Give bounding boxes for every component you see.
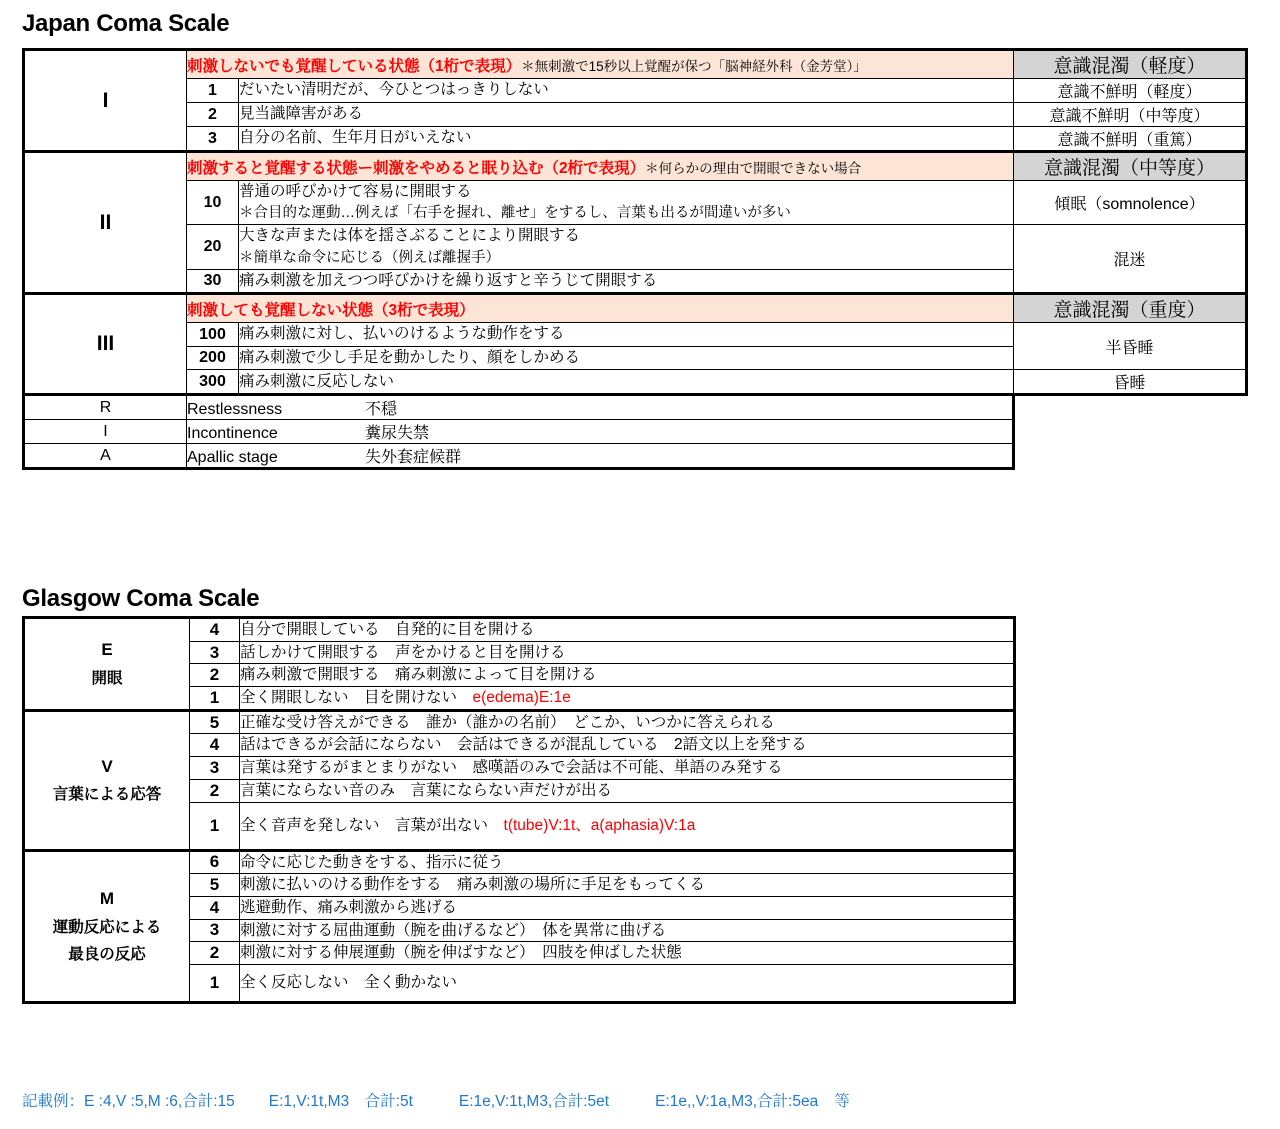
- jcs-score-1-1: 1: [187, 79, 239, 103]
- gcs-desc-v-5: [240, 710, 1015, 734]
- table-row: [24, 850, 1015, 874]
- gcs-score-v-5: 5: [190, 710, 240, 734]
- gcs-group-letter-e: E: [101, 640, 113, 660]
- jcs-extra-letter-r: R: [24, 395, 187, 420]
- jcs-extra-letter-a: A: [24, 444, 187, 469]
- jcs-desc-2-2-line2: ＊簡単な命令に応じる（例えば離握手）: [239, 249, 500, 266]
- jcs-desc-2-2: [239, 225, 1014, 269]
- table-row: [24, 181, 1247, 225]
- gcs-desc-v-4: [240, 734, 1015, 757]
- jcs-desc-1-2: 見当識障害がある: [239, 103, 1014, 127]
- jcs-score-2-3: 30: [187, 269, 239, 293]
- table-row: [24, 710, 1015, 734]
- jcs-extra-blank-a: [1014, 444, 1247, 469]
- gcs-desc-text-m-3: 刺激に対する屈曲運動（腕を曲げるなど） 体を異常に曲げる: [240, 921, 667, 939]
- jcs-band-title-3: [187, 294, 1014, 323]
- jcs-right-header-1: 意識混濁（軽度）: [1014, 50, 1247, 79]
- gcs-desc-text-m-2: 刺激に対する伸展運動（腕を伸ばすなど） 四肢を伸ばした状態: [240, 944, 682, 962]
- jcs-extra-letter-i: I: [24, 420, 187, 444]
- jcs-score-1-3: 3: [187, 127, 239, 152]
- jcs-extra-blank-r: [1014, 395, 1247, 420]
- gcs-group-label-v: [24, 710, 190, 850]
- table-row: [24, 323, 1247, 346]
- gcs-group-label-m: [24, 850, 190, 1002]
- gcs-desc-text-e-1: 全く開眼しない 目を開けない: [240, 689, 473, 707]
- gcs-group-letter-m: M: [99, 889, 115, 909]
- jcs-extra-blank-i: [1014, 420, 1247, 444]
- gcs-desc-text-v-5: 正確な受け答えができる 誰か（誰かの名前） どこか、いつかに答えられる: [240, 713, 775, 731]
- gcs-score-m-6: 6: [190, 850, 240, 874]
- jcs-right-1-1: 意識不鮮明（軽度）: [1014, 79, 1247, 103]
- gcs-desc-e-4: [240, 618, 1015, 642]
- jcs-extra-row-a: [187, 444, 1014, 469]
- japan-coma-scale-table: [22, 48, 1248, 470]
- footer-example-3: E:1e,V:1t,M3,合計:5et: [458, 1093, 610, 1110]
- gcs-desc-text-v-2: 言葉にならない音のみ 言葉にならない声だけが出る: [240, 781, 613, 799]
- gcs-group-letter-v: V: [101, 756, 113, 776]
- table-row: [24, 444, 1247, 469]
- notation-examples-footer: [22, 1089, 850, 1111]
- jcs-desc-1-1: だいたい清明だが、今ひとつはっきりしない: [239, 79, 1014, 103]
- jcs-desc-3-1: 痛み刺激に対し、払いのけるような動作をする: [239, 323, 1014, 346]
- glasgow-coma-scale-table: [22, 616, 1016, 1004]
- jcs-band-title-1: [187, 50, 1014, 79]
- jcs-extra-english-a: Apallic stage: [187, 449, 278, 467]
- table-row: [24, 225, 1247, 269]
- gcs-desc-m-1: [240, 964, 1015, 1002]
- jcs-desc-2-3: 痛み刺激を加えつつ呼びかけを繰り返すと辛うじて開眼する: [239, 269, 1014, 293]
- gcs-score-m-2: 2: [190, 942, 240, 965]
- gcs-group-label-jp-v: 言葉による応答: [52, 786, 162, 804]
- jcs-band-title-text-3: 刺激しても覚醒しない状態（3桁で表現）: [187, 301, 475, 319]
- gcs-score-v-3: 3: [190, 757, 240, 780]
- jcs-right-2-1: 傾眠（somnolence）: [1014, 181, 1247, 225]
- gcs-desc-text-v-4: 話はできるが会話にならない 会話はできるが混乱している 2語文以上を発する: [240, 736, 807, 754]
- gcs-desc-text-m-5: 刺激に払いのける動作をする 痛み刺激の場所に手足をもってくる: [240, 876, 706, 894]
- gcs-score-m-3: 3: [190, 919, 240, 942]
- jcs-right-2-2: 混迷: [1014, 225, 1247, 294]
- gcs-desc-e-2: [240, 664, 1015, 687]
- jcs-desc-1-3: 自分の名前、生年月日がいえない: [239, 127, 1014, 152]
- jcs-score-3-2: 200: [187, 346, 239, 369]
- gcs-score-e-3: 3: [190, 641, 240, 664]
- jcs-desc-2-2-line1: 大きな声または体を揺さぶることにより開眼する: [239, 227, 581, 245]
- gcs-score-m-4: 4: [190, 896, 240, 919]
- jcs-extra-english-i: Incontinence: [187, 425, 278, 443]
- jcs-band-title-2: [187, 152, 1014, 181]
- gcs-group-label-jp-m: 運動反応による: [52, 918, 162, 936]
- table-row: [24, 79, 1247, 103]
- table-row: [24, 152, 1247, 181]
- gcs-desc-v-2: [240, 779, 1015, 802]
- gcs-desc-e-1: [240, 687, 1015, 711]
- gcs-desc-text-v-1: 全く音声を発しない 言葉が出ない: [240, 816, 504, 834]
- gcs-desc-text-m-6: 命令に応じた動きをする、指示に従う: [240, 853, 504, 871]
- jcs-extra-japanese-a: 失外套症候群: [365, 449, 462, 467]
- gcs-desc-m-6: [240, 850, 1015, 874]
- table-row: [24, 103, 1247, 127]
- gcs-desc-m-5: [240, 874, 1015, 897]
- jcs-group-roman-2: II: [24, 152, 187, 294]
- gcs-score-e-1: 1: [190, 687, 240, 711]
- jcs-score-3-3: 300: [187, 370, 239, 395]
- jcs-extra-japanese-r: 不穏: [365, 401, 398, 419]
- table-row: [24, 370, 1247, 395]
- gcs-desc-text-m-1: 全く反応しない 全く動かない: [240, 974, 458, 992]
- gcs-score-v-4: 4: [190, 734, 240, 757]
- jcs-band-title-text-2: 刺激すると覚醒する状態ー刺激をやめると眠り込む（2桁で表現）: [187, 159, 646, 177]
- jcs-right-header-2: 意識混濁（中等度）: [1014, 152, 1247, 181]
- gcs-score-v-2: 2: [190, 779, 240, 802]
- jcs-band-title-text-1: 刺激しないでも覚醒している状態（1桁で表現）: [187, 57, 522, 75]
- jcs-extra-row-r: [187, 395, 1014, 420]
- gcs-desc-text-e-4: 自分で開眼している 自発的に目を開ける: [240, 621, 535, 638]
- gcs-group-label-e: [24, 618, 190, 711]
- jcs-extra-japanese-i: 糞尿失禁: [365, 425, 430, 443]
- gcs-score-m-5: 5: [190, 874, 240, 897]
- jcs-desc-2-1-line1: 普通の呼びかけて容易に開眼する: [239, 183, 472, 200]
- jcs-right-1-2: 意識不鮮明（中等度）: [1014, 103, 1247, 127]
- gcs-score-v-1: 1: [190, 802, 240, 850]
- jcs-section-title: Japan Coma Scale: [22, 10, 230, 37]
- jcs-right-3-3: 昏睡: [1014, 370, 1247, 395]
- jcs-desc-2-1-line2: ＊合目的な運動…例えば「右手を握れ、離せ」をするし、言葉も出るが間違いが多い: [239, 205, 791, 222]
- gcs-score-e-4: 4: [190, 618, 240, 642]
- jcs-score-2-1: 10: [187, 181, 239, 225]
- table-row: [24, 127, 1247, 152]
- footer-suffix: 等: [834, 1093, 850, 1110]
- jcs-extra-row-i: [187, 420, 1014, 444]
- gcs-section-title: Glasgow Coma Scale: [22, 585, 260, 612]
- table-row: [24, 294, 1247, 323]
- jcs-extra-english-r: Restlessness: [187, 401, 283, 419]
- gcs-group-label-jp-e: 開眼: [91, 670, 123, 688]
- gcs-desc-m-3: [240, 919, 1015, 942]
- footer-label: 記載例：E :4,V :5,M :6,合計:15: [22, 1093, 235, 1110]
- jcs-desc-2-1: [239, 181, 1014, 225]
- jcs-right-1-3: 意識不鮮明（重篤）: [1014, 127, 1247, 152]
- jcs-group-roman-3: III: [24, 294, 187, 395]
- gcs-desc-m-2: [240, 942, 1015, 965]
- gcs-desc-text-e-3: 話しかけて開眼する 声をかけると目を開ける: [240, 643, 566, 661]
- jcs-score-1-2: 2: [187, 103, 239, 127]
- gcs-desc-text-v-3: 言葉は発するがまとまりがない 感嘆語のみで会話は不可能、単語のみ発する: [240, 759, 783, 777]
- gcs-desc-text-m-4: 逃避動作、痛み刺激から逃げる: [240, 898, 458, 916]
- jcs-band-note-1: ＊無刺激で15秒以上覚醒が保つ「脳神経外科（金芳堂）」: [521, 58, 867, 74]
- gcs-desc-text-e-2: 痛み刺激で開眼する 痛み刺激によって目を開ける: [240, 666, 597, 684]
- jcs-score-2-2: 20: [187, 225, 239, 269]
- jcs-desc-3-2: 痛み刺激で少し手足を動かしたり、顔をしかめる: [239, 346, 1014, 369]
- table-row: [24, 420, 1247, 444]
- gcs-group-label-jp2-m: 最良の反応: [68, 946, 146, 964]
- gcs-desc-v-1: [240, 802, 1015, 850]
- gcs-red-note-e-1: e(edema)E:1e: [472, 689, 571, 707]
- gcs-score-m-1: 1: [190, 964, 240, 1002]
- gcs-score-e-2: 2: [190, 664, 240, 687]
- gcs-red-note-v-1: t(tube)V:1t、a(aphasia)V:1a: [503, 816, 696, 834]
- jcs-right-3-1: 半昏睡: [1014, 323, 1247, 370]
- gcs-desc-e-3: [240, 641, 1015, 664]
- table-row: [24, 618, 1015, 642]
- jcs-desc-3-3: 痛み刺激に反応しない: [239, 370, 1014, 395]
- jcs-group-roman-1: I: [24, 50, 187, 152]
- table-row: [24, 50, 1247, 79]
- jcs-score-3-1: 100: [187, 323, 239, 346]
- jcs-right-header-3: 意識混濁（重度）: [1014, 294, 1247, 323]
- footer-example-2: E:1,V:1t,M3 合計:5t: [268, 1093, 413, 1110]
- gcs-desc-m-4: [240, 896, 1015, 919]
- footer-example-4: E:1e,,V:1a,M3,合計:5ea: [655, 1093, 819, 1110]
- gcs-desc-v-3: [240, 757, 1015, 780]
- table-row: [24, 395, 1247, 420]
- jcs-band-note-2: ＊何らかの理由で開眼できない場合: [645, 160, 862, 176]
